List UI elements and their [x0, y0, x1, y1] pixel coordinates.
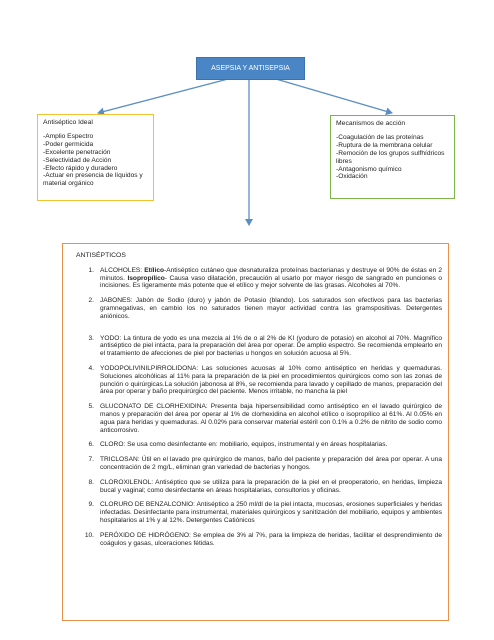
item-number: 5. [88, 403, 94, 411]
antiseptic-item [76, 297, 442, 320]
item-number: 9. [88, 501, 94, 509]
arrow-to-right-box [276, 79, 392, 113]
list-item: -Excelente penetración [43, 148, 111, 156]
item-number: 6. [88, 441, 94, 449]
item-text: YODO: La tintura de yodo es una mezcla al 1% de o al 2% de KI (yoduro de potasio) en alcohol al 70%. Magnífico antiséptico de piel intacta, para la preparación del área por operar. De amplio espectro. Se recomienda emplearlo en el tratamiento de afecciones de piel por bacterias u hongos en solución acuosa al 5%. [100, 334, 442, 358]
item-number: 2. [88, 297, 94, 305]
item-text: CLORURO DE BENZALCONIO: Antiséptico a 250 ml/dl de la piel intacta, mucosas, erosiones superficiales y heridas infectadas. Desinfectante para instrumental, materiales quirúrgicos y sanitización del mobiliario, equipos y ambientes hospitalarios al 1% y al 12%. Detergentes Catiónicos [100, 501, 442, 524]
list-item: -Selectividad de Acción [43, 156, 112, 164]
item-text: GLUCONATO DE CLORHEXIDINA: Presenta baja hipersensibilidad como antiséptico en el lavado quirúrgico de manos y preparación del área por operar al 1% de clorhexidina en alcohol etílico o isopropílico al 61%. Al 0.05% en agua para heridas y quemaduras. Al 0.02% para conservar material estéril con 0.1% a 0.2% de nitrito de sodio como anticorrosivo. [100, 403, 442, 434]
item-number: 1. [88, 266, 94, 274]
antiseptic-item [76, 501, 442, 524]
item-text: YODOPOLIVINILPIRROLIDONA: Las soluciones acuosas al 10% como antiséptico en heridas y quemaduras. Soluciones alcohólicas al 11% para la preparación de la piel en procedimientos quirúrgicos como son las zonas de punción o quirúrgicas.La solución jabonosa al 8%, se recomienda para lavado y cepillado de manos, preparación del área por operar y baño prequirúrgico del paciente. Menos irritable, no mancha la piel [100, 364, 442, 396]
title-box [196, 57, 305, 80]
antiseptic-item [76, 456, 442, 472]
item-text: PERÓXIDO DE HIDRÓGENO: Se emplea de 3% al 7%, para la limpieza de heridas, facilitar el desprendimiento de coágulos y gasas, ulceraciones fétidas. [100, 531, 442, 547]
antiseptic-item [76, 267, 442, 290]
list-item: -Actuar en presencia de líquidos y material orgánico [43, 172, 143, 188]
list-item: -Remoción de los grupos sulfhídricos libres [336, 149, 445, 165]
arrow-to-left-box [98, 79, 228, 113]
item-text: TRICLOSAN: Útil en el lavado pre quirúrgico de manos, baño del paciente y preparación del área por operar. A una concentración de 2 mg/L, eliminan gran variedad de bacterias y hongos. [100, 456, 442, 471]
list-item: -Antagonismo químico [336, 165, 402, 173]
mechanisms-box [330, 115, 455, 199]
diagram-title: ASEPSIA Y ANTISEPSIA [211, 65, 290, 72]
antiseptic-item [76, 532, 442, 548]
list-item: -Oxidación [336, 173, 368, 181]
item-text: JABONES: Jabón de Sodio (duro) y jabón de Potasio (blando). Los saturados son efectivos para las bacterias gramnegativas, en cambio los no saturados tienen mayor actividad contra las gramspositivas. Detergentes aniónicos. [100, 297, 442, 320]
antiseptics-box [62, 243, 449, 621]
antiseptic-item [76, 335, 442, 358]
list-item: -Poder germicida [43, 140, 94, 148]
antiseptics-heading: ANTISÉPTICOS [76, 252, 126, 259]
antiseptic-item [76, 403, 442, 434]
ideal-antiseptic-heading: Antiséptico Ideal [43, 119, 93, 126]
list-item: -Efecto rápido y duradero [43, 164, 118, 172]
item-text: ALCOHOLES: Etílico-Antiséptico cutáneo que desnaturaliza proteínas bacterianas y destruye el 90% de éstas en 2 minutos. Isopropílico- Causa vaso dilatación, precaución al usarlo por mayor riesgo de sangrado en punciones o incisiones. Es ligeramente más potente que el etílico y mejor solvente de las grasas. Alcoholes al 70%. [100, 266, 443, 290]
list-item: -Amplio Espectro [43, 132, 94, 140]
mechanisms-heading: Mecanismos de acción [336, 120, 406, 127]
item-number: 4. [88, 364, 94, 372]
item-text: CLORO: Se usa como desinfectante en: mobiliario, equipos, instrumental y en áreas hospitalarias. [100, 441, 388, 449]
ideal-antiseptic-box [37, 114, 154, 201]
antiseptic-item [76, 441, 442, 449]
item-number: 8. [88, 478, 94, 486]
antiseptic-item [76, 365, 442, 396]
list-item: -Ruptura de la membrana celular [336, 141, 433, 149]
item-text: CLOROXILENOL: Antiséptico que se utiliza para la preparación de la piel en el preoperatorio, en heridas, limpieza bucal y vaginal; como desinfectante en áreas hospitalarias, consultorios y oficinas. [100, 478, 442, 494]
list-item: -Coagulación de las proteínas [336, 133, 424, 141]
item-number: 3. [88, 334, 94, 342]
item-number: 10. [84, 531, 94, 539]
antiseptic-item [76, 479, 442, 495]
item-number: 7. [88, 456, 94, 464]
